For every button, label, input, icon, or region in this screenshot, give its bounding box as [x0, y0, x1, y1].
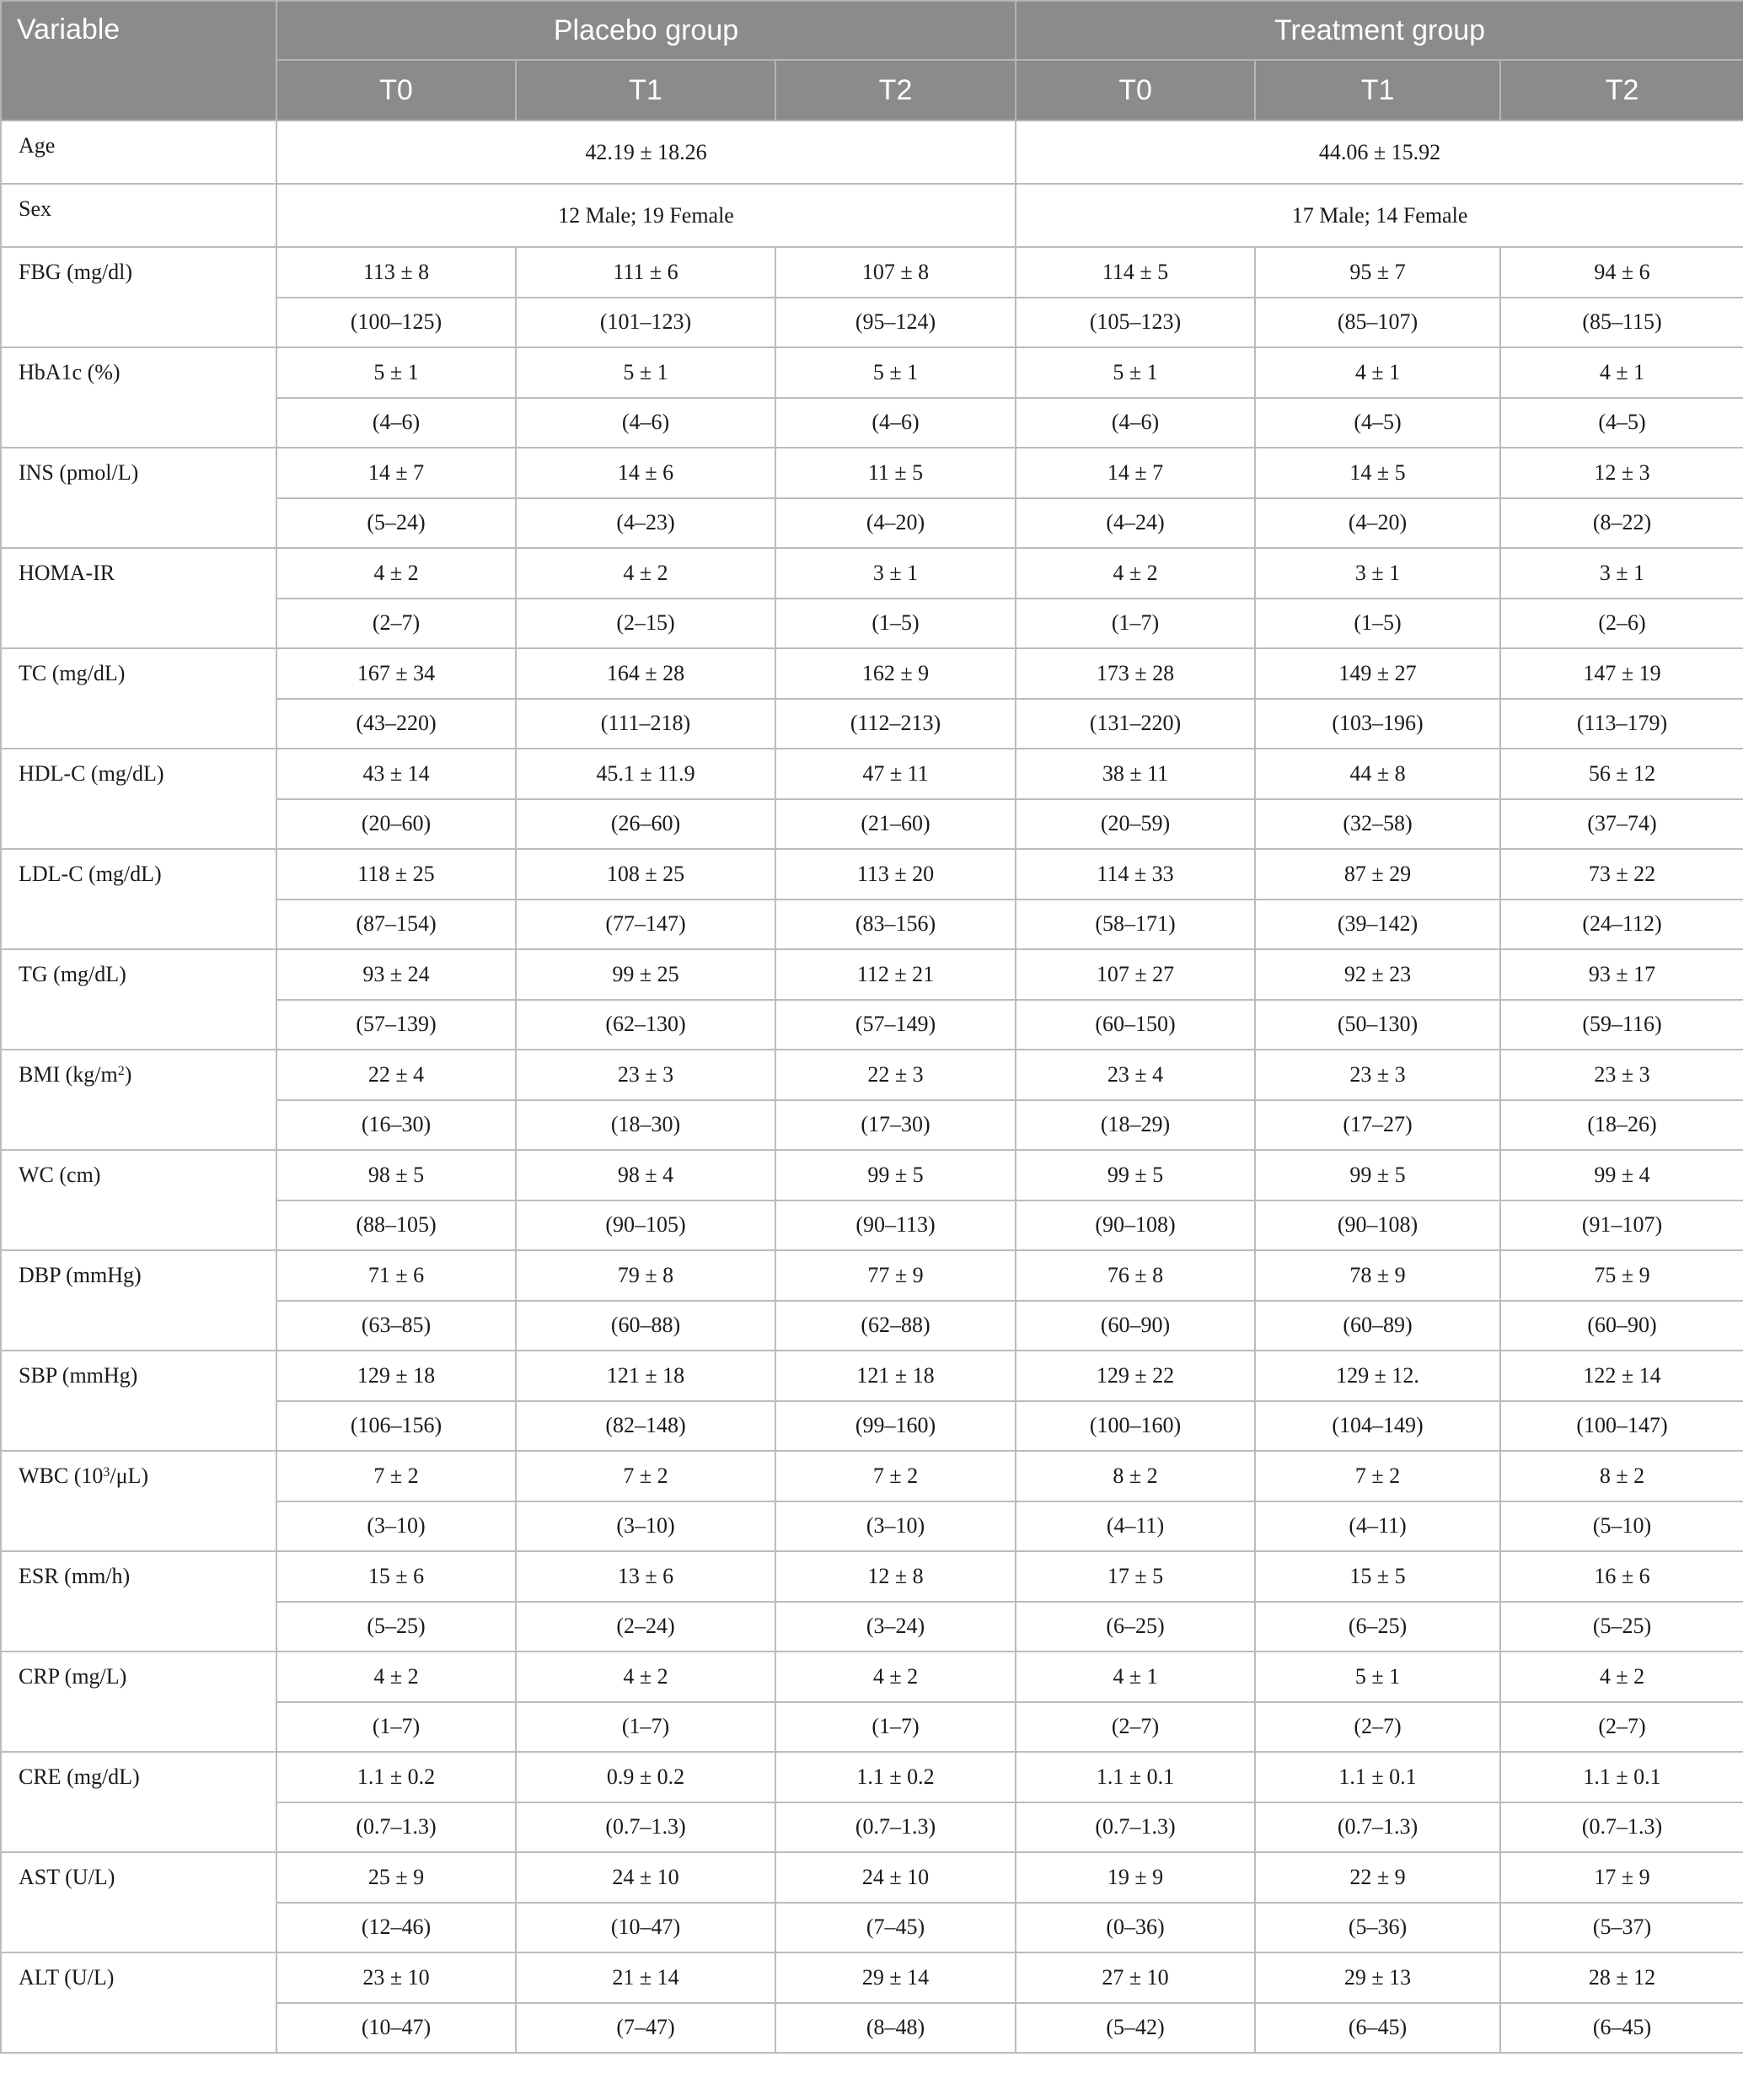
range-cell: (59–116): [1500, 1000, 1743, 1050]
mean-sd-cell: 14 ± 5: [1255, 448, 1500, 498]
mean-sd-cell: 4 ± 2: [276, 548, 516, 599]
range-cell: (103–196): [1255, 699, 1500, 749]
range-cell: (8–22): [1500, 498, 1743, 549]
range-cell: (7–45): [775, 1903, 1016, 1953]
range-cell: (88–105): [276, 1200, 516, 1251]
range-cell: (104–149): [1255, 1401, 1500, 1452]
mean-sd-cell: 76 ± 8: [1016, 1250, 1255, 1301]
placebo-value: 12 Male; 19 Female: [276, 184, 1016, 247]
mean-sd-cell: 95 ± 7: [1255, 247, 1500, 298]
header-variable: Variable: [1, 1, 276, 121]
range-cell: (17–30): [775, 1100, 1016, 1151]
row-label-text: TC (mg/dL): [19, 661, 126, 685]
range-cell: (5–36): [1255, 1903, 1500, 1953]
mean-sd-cell: 108 ± 25: [516, 849, 775, 900]
mean-sd-cell: 27 ± 10: [1016, 1952, 1255, 2003]
range-cell: (7–47): [516, 2003, 775, 2054]
mean-sd-cell: 118 ± 25: [276, 849, 516, 900]
range-cell: (60–90): [1016, 1301, 1255, 1351]
mean-sd-cell: 14 ± 6: [516, 448, 775, 498]
range-cell: (37–74): [1500, 799, 1743, 850]
row-label-superscript: 3: [103, 1465, 110, 1480]
header-placebo-group: Placebo group: [276, 1, 1016, 60]
range-cell: (106–156): [276, 1401, 516, 1452]
mean-sd-cell: 121 ± 18: [775, 1351, 1016, 1401]
table-row-sex: [1, 184, 1743, 247]
row-label-superscript: 2: [117, 1064, 125, 1078]
mean-sd-cell: 4 ± 2: [276, 1652, 516, 1702]
range-cell: (17–27): [1255, 1100, 1500, 1151]
range-cell: (4–20): [775, 498, 1016, 549]
table-row: [1, 1351, 1743, 1401]
range-cell: (39–142): [1255, 900, 1500, 950]
mean-sd-cell: 1.1 ± 0.1: [1016, 1752, 1255, 1802]
mean-sd-cell: 147 ± 19: [1500, 648, 1743, 699]
range-cell: (1–7): [775, 1702, 1016, 1753]
range-cell: (2–7): [1255, 1702, 1500, 1753]
mean-sd-cell: 113 ± 8: [276, 247, 516, 298]
range-cell: (4–24): [1016, 498, 1255, 549]
row-label-text: CRP (mg/L): [19, 1664, 127, 1689]
placebo-value: 42.19 ± 18.26: [276, 121, 1016, 184]
header-row-groups: [1, 1, 1743, 60]
range-cell: (10–47): [516, 1903, 775, 1953]
row-label-text: TG (mg/dL): [19, 962, 126, 986]
range-cell: (2–7): [276, 599, 516, 649]
range-cell: (16–30): [276, 1100, 516, 1151]
range-cell: (90–108): [1016, 1200, 1255, 1251]
range-cell: (91–107): [1500, 1200, 1743, 1251]
mean-sd-cell: 7 ± 2: [1255, 1451, 1500, 1501]
header-timepoint: T1: [1255, 60, 1500, 121]
row-label: [1, 1952, 276, 2053]
row-label: [1, 1150, 276, 1250]
mean-sd-cell: 173 ± 28: [1016, 648, 1255, 699]
mean-sd-cell: 73 ± 22: [1500, 849, 1743, 900]
range-cell: (85–107): [1255, 298, 1500, 348]
mean-sd-cell: 15 ± 6: [276, 1551, 516, 1602]
range-cell: (4–6): [1016, 398, 1255, 448]
range-cell: (0–36): [1016, 1903, 1255, 1953]
mean-sd-cell: 22 ± 9: [1255, 1852, 1500, 1903]
mean-sd-cell: 4 ± 2: [516, 548, 775, 599]
range-cell: (18–26): [1500, 1100, 1743, 1151]
mean-sd-cell: 98 ± 5: [276, 1150, 516, 1200]
range-cell: (57–149): [775, 1000, 1016, 1050]
mean-sd-cell: 12 ± 3: [1500, 448, 1743, 498]
row-label-text: SBP (mmHg): [19, 1363, 138, 1388]
row-label: [1, 1752, 276, 1852]
range-cell: (26–60): [516, 799, 775, 850]
table-row: [1, 1150, 1743, 1200]
table-row: [1, 1752, 1743, 1802]
range-cell: (60–89): [1255, 1301, 1500, 1351]
mean-sd-cell: 14 ± 7: [276, 448, 516, 498]
range-cell: (2–6): [1500, 599, 1743, 649]
range-cell: (5–42): [1016, 2003, 1255, 2054]
range-cell: (100–125): [276, 298, 516, 348]
header-timepoint: T0: [1016, 60, 1255, 121]
range-cell: (3–10): [276, 1501, 516, 1552]
range-cell: (50–130): [1255, 1000, 1500, 1050]
mean-sd-cell: 149 ± 27: [1255, 648, 1500, 699]
row-label-text: CRE (mg/dL): [19, 1764, 140, 1789]
mean-sd-cell: 3 ± 1: [1500, 548, 1743, 599]
range-cell: (0.7–1.3): [775, 1802, 1016, 1853]
range-cell: (2–24): [516, 1602, 775, 1652]
range-cell: (12–46): [276, 1903, 516, 1953]
range-cell: (131–220): [1016, 699, 1255, 749]
range-cell: (60–90): [1500, 1301, 1743, 1351]
mean-sd-cell: 22 ± 4: [276, 1050, 516, 1100]
mean-sd-cell: 7 ± 2: [516, 1451, 775, 1501]
row-label-text: WC (cm): [19, 1163, 101, 1187]
mean-sd-cell: 29 ± 14: [775, 1952, 1016, 2003]
range-cell: (24–112): [1500, 900, 1743, 950]
row-label: [1, 949, 276, 1050]
mean-sd-cell: 4 ± 2: [1500, 1652, 1743, 1702]
mean-sd-cell: 99 ± 5: [1255, 1150, 1500, 1200]
range-cell: (111–218): [516, 699, 775, 749]
range-cell: (95–124): [775, 298, 1016, 348]
mean-sd-cell: 75 ± 9: [1500, 1250, 1743, 1301]
mean-sd-cell: 99 ± 25: [516, 949, 775, 1000]
table-row: [1, 1652, 1743, 1702]
row-label: [1, 1652, 276, 1752]
mean-sd-cell: 5 ± 1: [1255, 1652, 1500, 1702]
mean-sd-cell: 1.1 ± 0.2: [775, 1752, 1016, 1802]
header-timepoint: T2: [1500, 60, 1743, 121]
mean-sd-cell: 7 ± 2: [775, 1451, 1016, 1501]
row-label: [1, 849, 276, 949]
mean-sd-cell: 164 ± 28: [516, 648, 775, 699]
range-cell: (101–123): [516, 298, 775, 348]
mean-sd-cell: 25 ± 9: [276, 1852, 516, 1903]
range-cell: (100–160): [1016, 1401, 1255, 1452]
range-cell: (90–105): [516, 1200, 775, 1251]
range-cell: (20–59): [1016, 799, 1255, 850]
mean-sd-cell: 77 ± 9: [775, 1250, 1016, 1301]
range-cell: (1–7): [516, 1702, 775, 1753]
mean-sd-cell: 129 ± 12.: [1255, 1351, 1500, 1401]
mean-sd-cell: 114 ± 33: [1016, 849, 1255, 900]
range-cell: (62–130): [516, 1000, 775, 1050]
mean-sd-cell: 38 ± 11: [1016, 749, 1255, 799]
row-label: [1, 749, 276, 849]
mean-sd-cell: 21 ± 14: [516, 1952, 775, 2003]
range-cell: (4–20): [1255, 498, 1500, 549]
mean-sd-cell: 4 ± 1: [1255, 347, 1500, 398]
mean-sd-cell: 107 ± 8: [775, 247, 1016, 298]
range-cell: (0.7–1.3): [1255, 1802, 1500, 1853]
range-cell: (6–25): [1016, 1602, 1255, 1652]
table-row: [1, 1551, 1743, 1602]
range-cell: (4–23): [516, 498, 775, 549]
mean-sd-cell: 114 ± 5: [1016, 247, 1255, 298]
mean-sd-cell: 23 ± 10: [276, 1952, 516, 2003]
range-cell: (100–147): [1500, 1401, 1743, 1452]
mean-sd-cell: 23 ± 3: [1255, 1050, 1500, 1100]
row-label-text: INS (pmol/L): [19, 460, 139, 485]
table-row: [1, 1952, 1743, 2003]
range-cell: (5–25): [276, 1602, 516, 1652]
mean-sd-cell: 3 ± 1: [775, 548, 1016, 599]
row-label-text: AST (U/L): [19, 1865, 115, 1889]
mean-sd-cell: 28 ± 12: [1500, 1952, 1743, 2003]
range-cell: (90–108): [1255, 1200, 1500, 1251]
range-cell: (6–45): [1255, 2003, 1500, 2054]
mean-sd-cell: 71 ± 6: [276, 1250, 516, 1301]
mean-sd-cell: 1.1 ± 0.1: [1255, 1752, 1500, 1802]
range-cell: (5–25): [1500, 1602, 1743, 1652]
range-cell: (4–6): [775, 398, 1016, 448]
row-label: [1, 1250, 276, 1351]
row-label-text: HDL-C (mg/dL): [19, 761, 164, 786]
header-timepoint: T1: [516, 60, 775, 121]
row-label: [1, 247, 276, 347]
range-cell: (6–25): [1255, 1602, 1500, 1652]
row-label-text: LDL-C (mg/dL): [19, 862, 162, 886]
range-cell: (60–88): [516, 1301, 775, 1351]
range-cell: (0.7–1.3): [276, 1802, 516, 1853]
range-cell: (1–5): [1255, 599, 1500, 649]
range-cell: (58–171): [1016, 900, 1255, 950]
row-label: [1, 548, 276, 648]
mean-sd-cell: 129 ± 18: [276, 1351, 516, 1401]
range-cell: (6–45): [1500, 2003, 1743, 2054]
range-cell: (87–154): [276, 900, 516, 950]
row-label-text: FBG (mg/dl): [19, 260, 133, 284]
mean-sd-cell: 4 ± 1: [1016, 1652, 1255, 1702]
range-cell: (113–179): [1500, 699, 1743, 749]
mean-sd-cell: 92 ± 23: [1255, 949, 1500, 1000]
header-treatment-group: Treatment group: [1016, 1, 1743, 60]
range-cell: (1–5): [775, 599, 1016, 649]
range-cell: (62–88): [775, 1301, 1016, 1351]
table-row: [1, 1250, 1743, 1301]
range-cell: (83–156): [775, 900, 1016, 950]
range-cell: (2–7): [1500, 1702, 1743, 1753]
range-cell: (18–30): [516, 1100, 775, 1151]
mean-sd-cell: 47 ± 11: [775, 749, 1016, 799]
mean-sd-cell: 11 ± 5: [775, 448, 1016, 498]
range-cell: (43–220): [276, 699, 516, 749]
mean-sd-cell: 121 ± 18: [516, 1351, 775, 1401]
mean-sd-cell: 167 ± 34: [276, 648, 516, 699]
mean-sd-cell: 5 ± 1: [276, 347, 516, 398]
mean-sd-cell: 19 ± 9: [1016, 1852, 1255, 1903]
row-label-text: ALT (U/L): [19, 1965, 115, 1990]
row-label-text: DBP (mmHg): [19, 1263, 142, 1287]
mean-sd-cell: 43 ± 14: [276, 749, 516, 799]
row-label: [1, 648, 276, 749]
mean-sd-cell: 99 ± 5: [1016, 1150, 1255, 1200]
table-row: [1, 648, 1743, 699]
mean-sd-cell: 44 ± 8: [1255, 749, 1500, 799]
range-cell: (8–48): [775, 2003, 1016, 2054]
mean-sd-cell: 99 ± 4: [1500, 1150, 1743, 1200]
range-cell: (4–11): [1255, 1501, 1500, 1552]
row-label-text: ESR (mm/h): [19, 1564, 131, 1588]
range-cell: (4–5): [1500, 398, 1743, 448]
mean-sd-cell: 78 ± 9: [1255, 1250, 1500, 1301]
mean-sd-cell: 122 ± 14: [1500, 1351, 1743, 1401]
range-cell: (77–147): [516, 900, 775, 950]
table-body: [1, 121, 1743, 2053]
table-row: [1, 1050, 1743, 1100]
mean-sd-cell: 24 ± 10: [516, 1852, 775, 1903]
row-label: [1, 448, 276, 548]
treatment-value: 17 Male; 14 Female: [1016, 184, 1743, 247]
mean-sd-cell: 1.1 ± 0.1: [1500, 1752, 1743, 1802]
mean-sd-cell: 3 ± 1: [1255, 548, 1500, 599]
table-header: [1, 1, 1743, 121]
range-cell: (3–10): [775, 1501, 1016, 1552]
mean-sd-cell: 24 ± 10: [775, 1852, 1016, 1903]
range-cell: (18–29): [1016, 1100, 1255, 1151]
range-cell: (112–213): [775, 699, 1016, 749]
mean-sd-cell: 94 ± 6: [1500, 247, 1743, 298]
mean-sd-cell: 8 ± 2: [1500, 1451, 1743, 1501]
mean-sd-cell: 23 ± 3: [516, 1050, 775, 1100]
range-cell: (85–115): [1500, 298, 1743, 348]
range-cell: (5–24): [276, 498, 516, 549]
mean-sd-cell: 0.9 ± 0.2: [516, 1752, 775, 1802]
range-cell: (0.7–1.3): [516, 1802, 775, 1853]
table-row: [1, 448, 1743, 498]
row-label: [1, 1852, 276, 1952]
range-cell: (4–6): [276, 398, 516, 448]
range-cell: (3–10): [516, 1501, 775, 1552]
row-label-text: BMI (kg/m: [19, 1062, 118, 1087]
row-label-text: HOMA-IR: [19, 561, 115, 585]
range-cell: (3–24): [775, 1602, 1016, 1652]
mean-sd-cell: 45.1 ± 11.9: [516, 749, 775, 799]
row-label: Age: [1, 121, 276, 184]
mean-sd-cell: 112 ± 21: [775, 949, 1016, 1000]
mean-sd-cell: 16 ± 6: [1500, 1551, 1743, 1602]
mean-sd-cell: 14 ± 7: [1016, 448, 1255, 498]
mean-sd-cell: 12 ± 8: [775, 1551, 1016, 1602]
table-row: [1, 849, 1743, 900]
row-label-tail: ): [124, 1062, 132, 1087]
treatment-value: 44.06 ± 15.92: [1016, 121, 1743, 184]
range-cell: (2–7): [1016, 1702, 1255, 1753]
range-cell: (0.7–1.3): [1016, 1802, 1255, 1853]
range-cell: (5–37): [1500, 1903, 1743, 1953]
header-timepoint: T2: [775, 60, 1016, 121]
mean-sd-cell: 4 ± 2: [1016, 548, 1255, 599]
table-row-age: [1, 121, 1743, 184]
mean-sd-cell: 98 ± 4: [516, 1150, 775, 1200]
range-cell: (1–7): [276, 1702, 516, 1753]
mean-sd-cell: 29 ± 13: [1255, 1952, 1500, 2003]
range-cell: (10–47): [276, 2003, 516, 2054]
mean-sd-cell: 129 ± 22: [1016, 1351, 1255, 1401]
range-cell: (90–113): [775, 1200, 1016, 1251]
range-cell: (20–60): [276, 799, 516, 850]
row-label: Sex: [1, 184, 276, 247]
header-timepoint: T0: [276, 60, 516, 121]
range-cell: (1–7): [1016, 599, 1255, 649]
mean-sd-cell: 87 ± 29: [1255, 849, 1500, 900]
row-label: [1, 1551, 276, 1652]
table-row: [1, 1852, 1743, 1903]
mean-sd-cell: 13 ± 6: [516, 1551, 775, 1602]
range-cell: (2–15): [516, 599, 775, 649]
mean-sd-cell: 113 ± 20: [775, 849, 1016, 900]
range-cell: (0.7–1.3): [1500, 1802, 1743, 1853]
mean-sd-cell: 107 ± 27: [1016, 949, 1255, 1000]
range-cell: (60–150): [1016, 1000, 1255, 1050]
mean-sd-cell: 56 ± 12: [1500, 749, 1743, 799]
mean-sd-cell: 1.1 ± 0.2: [276, 1752, 516, 1802]
range-cell: (82–148): [516, 1401, 775, 1452]
row-label-text: HbA1c (%): [19, 360, 121, 384]
table-row: [1, 548, 1743, 599]
mean-sd-cell: 17 ± 9: [1500, 1852, 1743, 1903]
mean-sd-cell: 79 ± 8: [516, 1250, 775, 1301]
table-row: [1, 347, 1743, 398]
row-label: [1, 1351, 276, 1451]
table-row: [1, 949, 1743, 1000]
range-cell: (57–139): [276, 1000, 516, 1050]
mean-sd-cell: 23 ± 3: [1500, 1050, 1743, 1100]
row-label: [1, 1451, 276, 1551]
table-row: [1, 1451, 1743, 1501]
range-cell: (21–60): [775, 799, 1016, 850]
range-cell: (105–123): [1016, 298, 1255, 348]
table-row: [1, 247, 1743, 298]
range-cell: (4–5): [1255, 398, 1500, 448]
mean-sd-cell: 93 ± 24: [276, 949, 516, 1000]
range-cell: (99–160): [775, 1401, 1016, 1452]
mean-sd-cell: 99 ± 5: [775, 1150, 1016, 1200]
range-cell: (32–58): [1255, 799, 1500, 850]
row-label-tail: /μL): [110, 1464, 149, 1488]
row-label: [1, 1050, 276, 1150]
mean-sd-cell: 5 ± 1: [1016, 347, 1255, 398]
row-label: [1, 347, 276, 448]
mean-sd-cell: 93 ± 17: [1500, 949, 1743, 1000]
mean-sd-cell: 22 ± 3: [775, 1050, 1016, 1100]
row-label-text: WBC (10: [19, 1464, 104, 1488]
mean-sd-cell: 4 ± 2: [775, 1652, 1016, 1702]
mean-sd-cell: 23 ± 4: [1016, 1050, 1255, 1100]
mean-sd-cell: 5 ± 1: [516, 347, 775, 398]
range-cell: (4–11): [1016, 1501, 1255, 1552]
mean-sd-cell: 8 ± 2: [1016, 1451, 1255, 1501]
range-cell: (5–10): [1500, 1501, 1743, 1552]
mean-sd-cell: 17 ± 5: [1016, 1551, 1255, 1602]
mean-sd-cell: 4 ± 2: [516, 1652, 775, 1702]
mean-sd-cell: 4 ± 1: [1500, 347, 1743, 398]
mean-sd-cell: 7 ± 2: [276, 1451, 516, 1501]
table-row: [1, 749, 1743, 799]
range-cell: (63–85): [276, 1301, 516, 1351]
mean-sd-cell: 111 ± 6: [516, 247, 775, 298]
mean-sd-cell: 15 ± 5: [1255, 1551, 1500, 1602]
mean-sd-cell: 5 ± 1: [775, 347, 1016, 398]
mean-sd-cell: 162 ± 9: [775, 648, 1016, 699]
range-cell: (4–6): [516, 398, 775, 448]
